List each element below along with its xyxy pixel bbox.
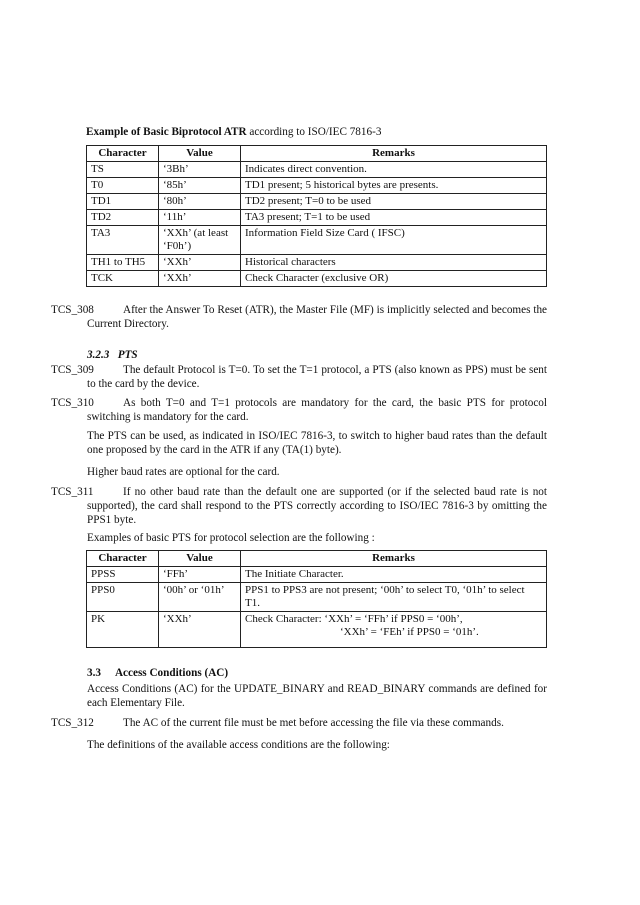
atr-cell-remarks: Historical characters <box>241 255 547 271</box>
table-row <box>87 567 547 583</box>
section-33-title: Access Conditions (AC) <box>114 667 229 679</box>
atr-cell-remarks: Check Character (exclusive OR) <box>241 271 547 287</box>
paragraph-ac: Access Conditions (AC) for the UPDATE_BINARY and READ_BINARY commands are defined for each Elementary File. <box>87 683 547 709</box>
tcs-309-body: The default Protocol is T=0. To set the T=1 protocol, a PTS (also known as PPS) must be sent to the card by the device. <box>87 364 547 390</box>
pts-cell-remarks <box>241 612 547 648</box>
table-row <box>87 178 547 194</box>
atr-cell-value: ‘XXh’ <box>159 271 241 287</box>
atr-cell-character: TD1 <box>87 194 159 210</box>
pts-cell-remarks: PPS1 to PPS3 are not present; ‘00h’ to select T0, ‘01h’ to select T1. <box>241 583 547 612</box>
table1-title-rest: according to ISO/IEC 7816-3 <box>246 126 382 138</box>
section-323-number: 3.2.3 <box>87 349 110 361</box>
tcs-310-id: TCS_310 <box>51 397 94 409</box>
atr-cell-value: ‘3Bh’ <box>159 162 241 178</box>
table1-title-bold: Example of Basic Biprotocol ATR <box>86 126 247 138</box>
tcs-308-body: After the Answer To Reset (ATR), the Master File (MF) is implicitly selected and becomes the Current Directory. <box>87 304 547 330</box>
atr-cell-remarks: Indicates direct convention. <box>241 162 547 178</box>
atr-cell-value: ‘85h’ <box>159 178 241 194</box>
atr-cell-character: TD2 <box>87 210 159 226</box>
tcs-312-body: The AC of the current file must be met before accessing the file via these commands. <box>123 717 504 729</box>
atr-cell-character: TCK <box>87 271 159 287</box>
table-row <box>87 226 547 255</box>
pts-cell-remarks: The Initiate Character. <box>241 567 547 583</box>
table-row <box>87 271 547 287</box>
atr-table-header-row <box>87 146 547 162</box>
section-33-heading <box>87 666 228 680</box>
tcs-308-text <box>87 303 547 331</box>
tcs-312-id: TCS_312 <box>51 717 94 729</box>
atr-table <box>86 145 547 287</box>
pts-cell-character: PPS0 <box>87 583 159 612</box>
section-323-heading <box>87 348 138 362</box>
pts-header-character: Character <box>87 551 159 567</box>
atr-cell-value: ‘XXh’ (at least ‘F0h’) <box>159 226 241 255</box>
tcs-311-id: TCS_311 <box>51 486 94 498</box>
tcs-309-id: TCS_309 <box>51 364 94 376</box>
atr-header-character: Character <box>87 146 159 162</box>
table-row <box>87 162 547 178</box>
pts-cell-character: PK <box>87 612 159 648</box>
pts-cell-value: ‘FFh’ <box>159 567 241 583</box>
atr-cell-value: ‘80h’ <box>159 194 241 210</box>
pts-remark-line-1: Check Character: ‘XXh’ = ‘FFh’ if PPS0 = ‘00h’, <box>245 613 463 625</box>
atr-cell-remarks: Information Field Size Card ( IFSC) <box>241 226 547 255</box>
atr-cell-remarks: TD1 present; 5 historical bytes are presents. <box>241 178 547 194</box>
table-row <box>87 255 547 271</box>
atr-cell-character: TS <box>87 162 159 178</box>
pts-header-value: Value <box>159 551 241 567</box>
pts-cell-value: ‘00h’ or ‘01h’ <box>159 583 241 612</box>
table-row <box>87 210 547 226</box>
paragraph-higher-baud: Higher baud rates are optional for the card. <box>87 466 280 478</box>
pts-table <box>86 550 547 648</box>
pts-remark-line-2: ‘XXh’ = ‘FEh’ if PPS0 = ‘01h’. <box>340 626 479 638</box>
paragraph-examples: Examples of basic PTS for protocol selection are the following : <box>87 532 375 544</box>
tcs-310-text <box>87 396 547 424</box>
tcs-309-text <box>87 363 547 391</box>
paragraph-definitions: The definitions of the available access conditions are the following: <box>87 739 390 751</box>
pts-cell-character: PPSS <box>87 567 159 583</box>
pts-cell-value: ‘XXh’ <box>159 612 241 648</box>
tcs-310-body: As both T=0 and T=1 protocols are mandatory for the card, the basic PTS for protocol switching is mandatory for the card. <box>87 397 547 423</box>
atr-cell-character: T0 <box>87 178 159 194</box>
section-323-title: PTS <box>117 349 138 361</box>
table-row <box>87 583 547 612</box>
table1-title <box>86 125 556 139</box>
atr-header-remarks: Remarks <box>241 146 547 162</box>
atr-cell-remarks: TD2 present; T=0 to be used <box>241 194 547 210</box>
pts-table-header-row <box>87 551 547 567</box>
table-row <box>87 612 547 648</box>
tcs-311-body: If no other baud rate than the default one are supported (or if the selected baud rate is not supported), the card shall respond to the PTS correctly according to ISO/IEC 7816-3 by omitting the PPS1 byte. <box>87 486 547 526</box>
pts-header-remarks: Remarks <box>241 551 547 567</box>
atr-header-value: Value <box>159 146 241 162</box>
atr-cell-character: TH1 to TH5 <box>87 255 159 271</box>
tcs-308-id: TCS_308 <box>51 304 94 316</box>
tcs-311-text <box>87 485 547 527</box>
section-33-number: 3.3 <box>87 667 101 679</box>
table-row <box>87 194 547 210</box>
atr-cell-remarks: TA3 present; T=1 to be used <box>241 210 547 226</box>
paragraph-pts-baud: The PTS can be used, as indicated in ISO/IEC 7816-3, to switch to higher baud rates than the default one proposed by the card in the ATR if any (TA(1) byte). <box>87 430 547 456</box>
atr-cell-character: TA3 <box>87 226 159 255</box>
atr-cell-value: ‘XXh’ <box>159 255 241 271</box>
atr-cell-value: ‘11h’ <box>159 210 241 226</box>
tcs-312-text <box>87 716 547 730</box>
